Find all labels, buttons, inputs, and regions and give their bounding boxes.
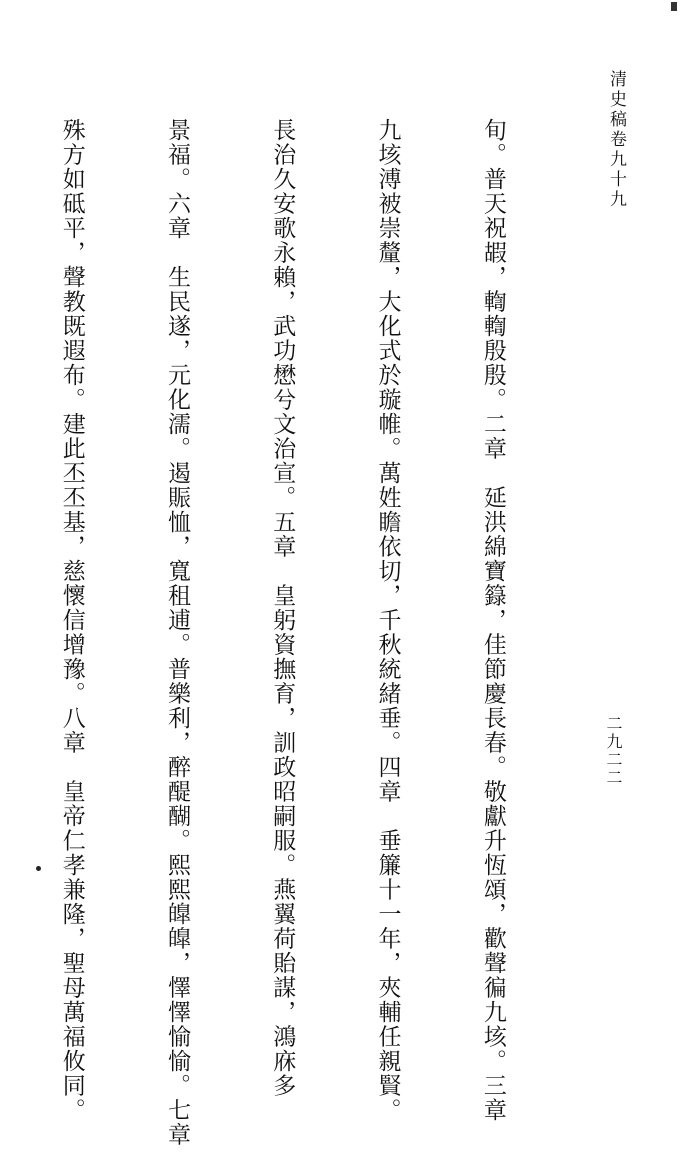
page-number: 二九二二	[604, 715, 623, 787]
scan-corner-mark	[671, 2, 677, 11]
text-column: 旬。普天祝嘏，輷輷殷殷。二章 延洪綿寶籙，佳節慶長春。敬獻升恆頌，歡聲徧九垓。三章	[479, 118, 506, 1123]
main-text-body	[58, 118, 580, 1147]
scan-dot-mark	[36, 866, 41, 871]
text-column: 九垓溥被崇釐，大化式於璇帷。萬姓瞻依切，千秋統緒垂。四章 垂簾十一年，夾輔任親賢。	[374, 118, 401, 1123]
text-column: 長治久安歌永賴，武功懋兮文治宣。五章 皇躬資撫育，訓政昭嗣服。燕翼荷貽謀，鴻庥多	[269, 118, 296, 1098]
running-header-title: 清史稿卷九十九	[606, 70, 626, 210]
text-column: 景福。六章 生民遂，元化濡。遏賑恤，寬租逋。普樂利，醉醍醐。熙熙皥皥，懌懌愉愉。七章	[163, 118, 190, 1147]
text-column: 殊方如砥平，聲教既遐布。建此丕丕基，慈懷信增豫。八章 皇帝仁孝兼隆，聖母萬福攸同。	[58, 118, 85, 1123]
